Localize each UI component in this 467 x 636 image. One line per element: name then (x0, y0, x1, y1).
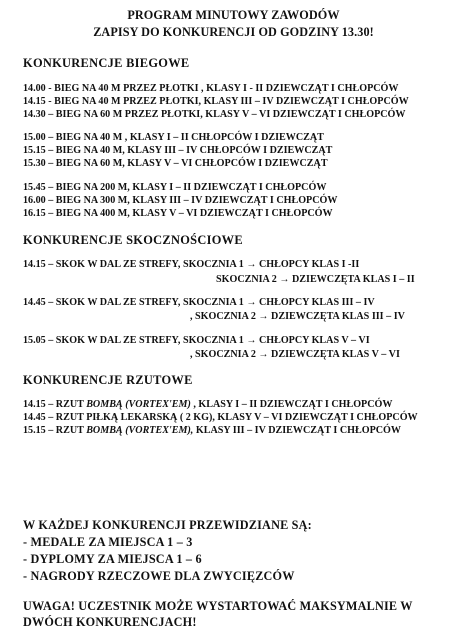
warning-line: DWÓCH KONKURENCJACH! (23, 615, 197, 629)
schedule-row (23, 399, 392, 410)
schedule-row: 15.30 – BIEG NA 60 M, KLASY V – VI CHŁOPCÓW I DZIEWCZĄT (23, 158, 328, 169)
row-text: 15.15 – RZUT (23, 425, 87, 436)
section-heading-jumping: KONKURENCJE SKOCZNOŚCIOWE (23, 233, 243, 247)
footer-line: W KAŻDEJ KONKURENCJI PRZEWIDZIANE SĄ: (23, 518, 312, 532)
schedule-row: 16.15 – BIEG NA 400 M, KLASY V – VI DZIEWCZĄT I CHŁOPCÓW (23, 208, 333, 219)
schedule-row: 15.05 – SKOK W DAL ZE STREFY, SKOCZNIA 1 → CHŁOPCY KLAS V – VI (23, 335, 370, 346)
schedule-row: 15.00 – BIEG NA 40 M , KLASY I – II CHŁOPCÓW I DZIEWCZĄT (23, 132, 324, 143)
schedule-row-continuation: , SKOCZNIA 2 → DZIEWCZĘTA KLAS III – IV (190, 311, 405, 322)
schedule-row: 14.00 - BIEG NA 40 M PRZEZ PŁOTKI , KLASY I - II DZIEWCZĄT I CHŁOPCÓW (23, 83, 399, 94)
row-text-italic: BOMBĄ (VORTEX'EM) (86, 399, 191, 410)
row-text: KLASY III – IV DZIEWCZĄT I CHŁOPCÓW (193, 425, 401, 436)
schedule-row: 15.15 – BIEG NA 40 M, KLASY III – IV CHŁOPCÓW I DZIEWCZĄT (23, 145, 333, 156)
section-heading-throwing: KONKURENCJE RZUTOWE (23, 373, 193, 387)
footer-line: - DYPLOMY ZA MIEJSCA 1 – 6 (23, 552, 202, 566)
title-line-1: PROGRAM MINUTOWY ZAWODÓW (127, 8, 340, 22)
title-line-2: ZAPISY DO KONKURENCJI OD GODZINY 13.30! (93, 25, 374, 39)
row-text-italic: BOMBĄ (VORTEX'EM), (86, 425, 194, 436)
footer-line: - NAGRODY RZECZOWE DLA ZWYCIĘZCÓW (23, 569, 295, 583)
warning-line: UWAGA! UCZESTNIK MOŻE WYSTARTOWAĆ MAKSYMALNIE W (23, 599, 413, 613)
schedule-row (23, 412, 418, 423)
schedule-row: 14.15 - BIEG NA 40 M PRZEZ PŁOTKI, KLASY III – IV DZIEWCZĄT I CHŁOPCÓW (23, 96, 409, 107)
footer-line: - MEDALE ZA MIEJSCA 1 – 3 (23, 535, 193, 549)
schedule-row: 14.15 – SKOK W DAL ZE STREFY, SKOCZNIA 1 → CHŁOPCY KLAS I -II (23, 259, 360, 270)
row-text: 14.45 – RZUT PIŁKĄ LEKARSKĄ ( 2 KG), KLASY V – VI DZIEWCZĄT I CHŁOPCÓW (23, 412, 418, 423)
section-heading-running: KONKURENCJE BIEGOWE (23, 56, 190, 70)
row-text: 14.15 – RZUT (23, 399, 87, 410)
schedule-row: 14.30 – BIEG NA 60 M PRZEZ PŁOTKI, KLASY V – VI DZIEWCZĄT I CHŁOPCÓW (23, 109, 406, 120)
schedule-row: 14.45 – SKOK W DAL ZE STREFY, SKOCZNIA 1 → CHŁOPCY KLAS III – IV (23, 297, 375, 308)
schedule-row-continuation: SKOCZNIA 2 → DZIEWCZĘTA KLAS I – II (216, 274, 415, 285)
schedule-row: 15.45 – BIEG NA 200 M, KLASY I – II DZIEWCZĄT I CHŁOPCÓW (23, 182, 327, 193)
schedule-row: 16.00 – BIEG NA 300 M, KLASY III – IV DZIEWCZĄT I CHŁOPCÓW (23, 195, 338, 206)
schedule-row (23, 425, 401, 436)
schedule-row-continuation: , SKOCZNIA 2 → DZIEWCZĘTA KLAS V – VI (190, 349, 400, 360)
row-text: , KLASY I – II DZIEWCZĄT I CHŁOPCÓW (190, 399, 393, 410)
